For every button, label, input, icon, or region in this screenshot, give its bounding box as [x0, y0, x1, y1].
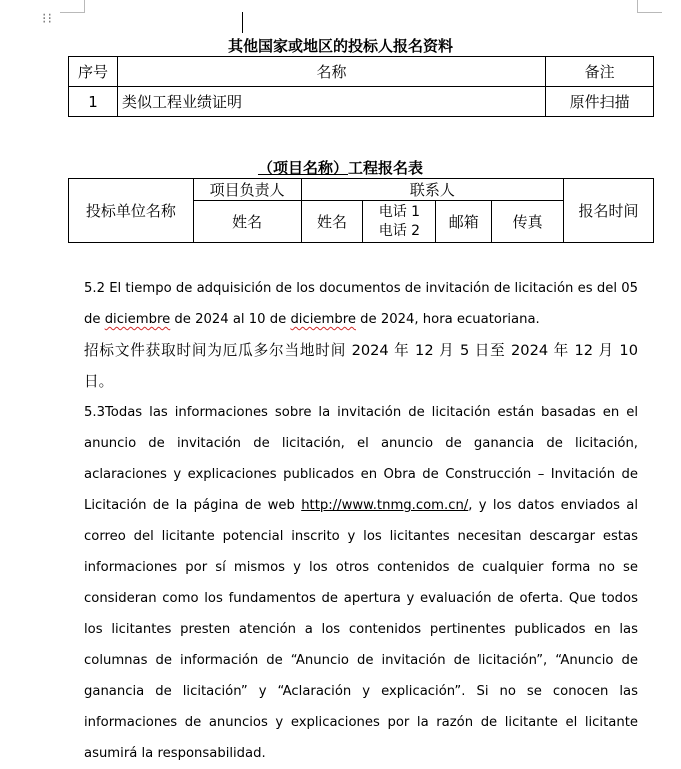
col-unit-name: 投标单位名称	[69, 179, 194, 243]
spellcheck-word: diciembre	[104, 312, 171, 327]
fax-cell: 传真	[492, 201, 564, 243]
p3-text-a: 5.3Todas las informaciones sobre la invitación de licitación están basadas en el anuncio de invitación de licitación, el anuncio de ganancia de licitación, aclaraciones y explicaciones publicados en Obra de Construcción – Invitación de Licitación de la página de web	[84, 405, 638, 513]
table2-title-project: （项目名称）	[257, 159, 348, 177]
website-link[interactable]: http://www.tnmg.com.cn/	[301, 498, 469, 513]
contact-name-cell: 姓名	[301, 201, 363, 243]
paragraph-5-2	[84, 273, 638, 335]
col-contact: 联系人	[301, 179, 564, 201]
cell-name: 类似工程业绩证明	[117, 87, 545, 117]
p1-text-a: 5.2 El tiempo de adquisición de los documentos de invitación de licitación es del 05 de	[84, 281, 638, 327]
text-cursor	[242, 12, 243, 33]
table-header-row	[69, 57, 654, 87]
page-corner-mark-right	[637, 0, 662, 13]
table2-title	[0, 157, 681, 178]
cell-no: 1	[69, 87, 118, 117]
phone1-label: 电话 1	[378, 203, 421, 220]
table-row	[69, 87, 654, 117]
header-no: 序号	[69, 57, 118, 87]
table-header-row	[69, 179, 654, 201]
p1-text-c: de 2024, hora ecuatoriana.	[355, 312, 540, 327]
phone2-label: 电话 2	[378, 222, 421, 239]
registration-table	[68, 178, 654, 243]
p1-text-b: de 2024 al 10 de	[170, 312, 291, 327]
paragraph-5-2-chinese: 招标文件获取时间为厄瓜多尔当地时间 2024 年 12 月 5 日至 2024 年 12 月 10 日。	[84, 342, 638, 390]
spellcheck-word: diciembre	[290, 312, 356, 327]
phone-cell	[363, 201, 436, 243]
page-corner-mark-left	[60, 0, 85, 13]
col-project-leader: 项目负责人	[193, 179, 301, 201]
drag-handle-icon[interactable]: ⁝⁝	[42, 11, 53, 27]
cell-remark: 原件扫描	[546, 87, 654, 117]
col-registration-time: 报名时间	[564, 179, 654, 243]
paragraph-5-3	[84, 397, 638, 769]
table1-title: 其他国家或地区的投标人报名资料	[227, 37, 453, 55]
p3-text-b: , y los datos enviados al correo del licitante potencial inscrito y los licitantes necesitan descargar estas informaciones por sí mismos y los otros contenidos de cualquier forma no se consideran como los fundamentos de apertura y evaluación de oferta. Que todos los licitantes presten atención a los contenidos pertinentes publicados en las columnas de información de “Anuncio de invitación de licitación”, “Anuncio de ganancia de licitación” y “Aclaración y explicación”. Si no se conocen las informaciones de anuncios y explicaciones por la razón de licitante el licitante asumirá la responsabilidad.	[84, 498, 638, 761]
header-name: 名称	[117, 57, 545, 87]
email-cell: 邮箱	[436, 201, 492, 243]
leader-name-cell: 姓名	[193, 201, 301, 243]
header-remark: 备注	[546, 57, 654, 87]
table2-title-rest: 工程报名表	[348, 159, 424, 177]
bidder-materials-table	[68, 56, 654, 117]
